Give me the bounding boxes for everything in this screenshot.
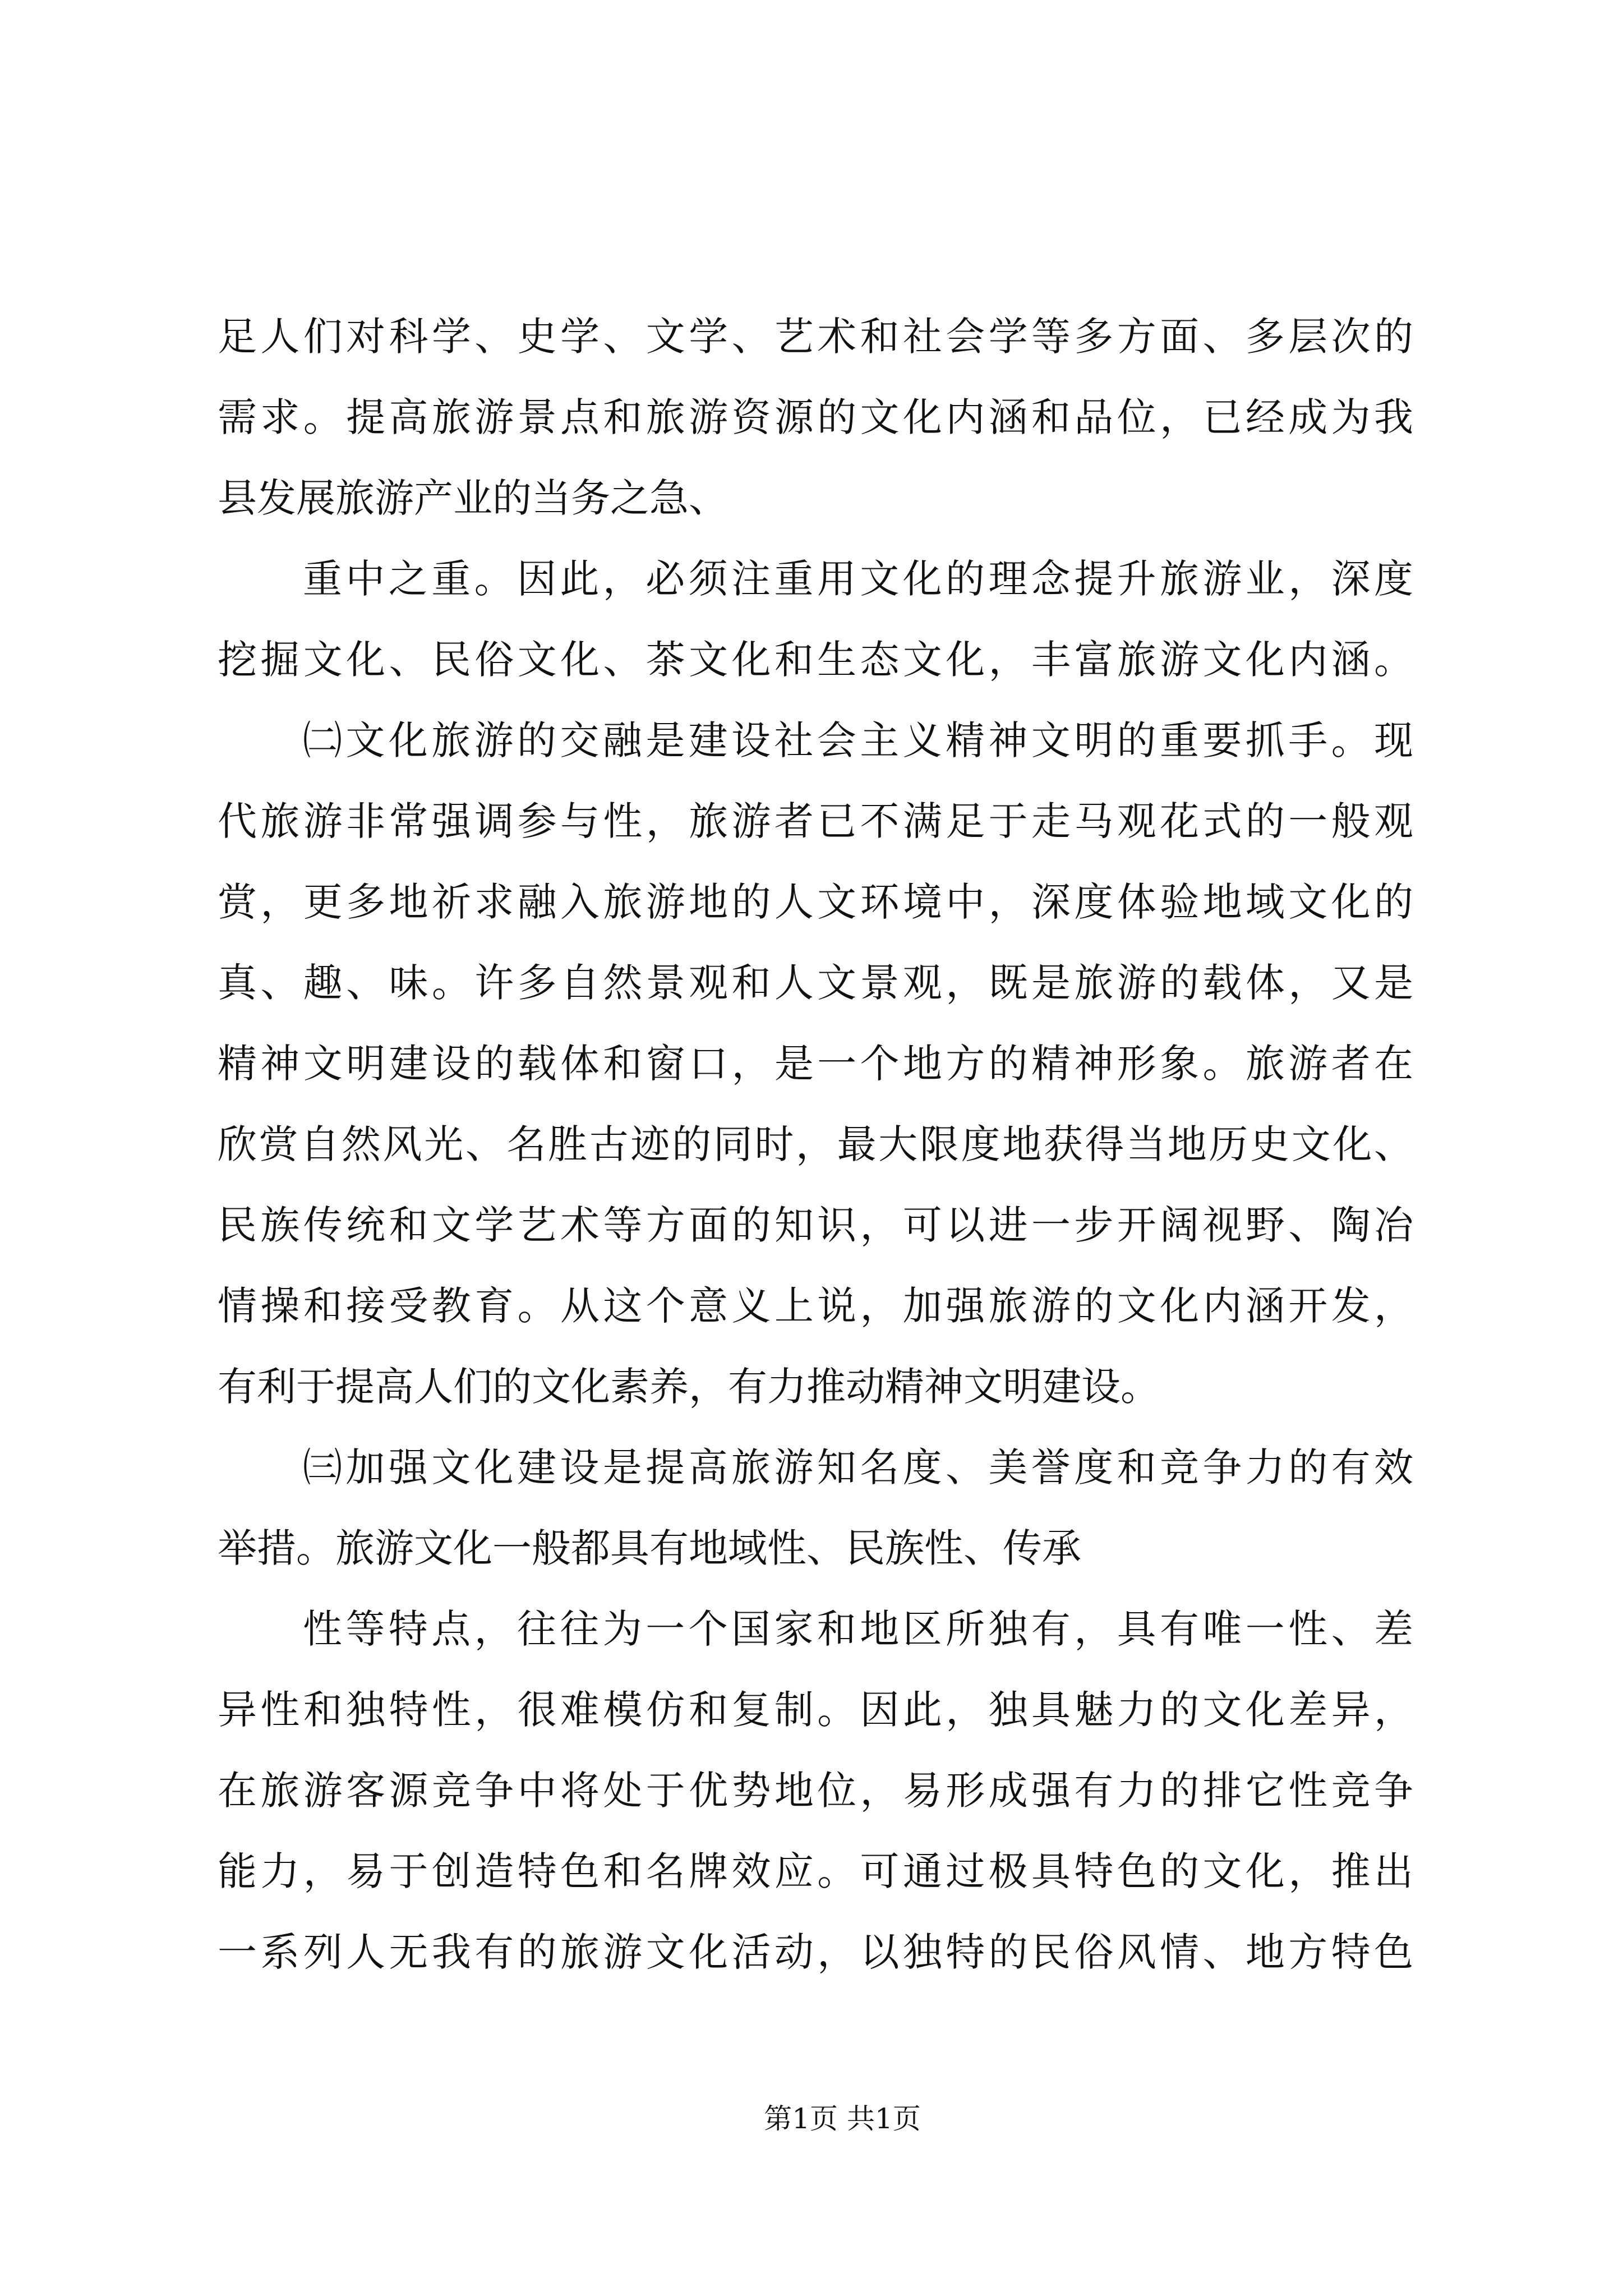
text-line: 足人们对科学、史学、文学、艺术和社会学等多方面、多层次的 — [218, 314, 1413, 360]
text-line: 重中之重。因此，必须注重用文化的理念提升旅游业，深度 — [303, 556, 1413, 602]
text-line: 代旅游非常强调参与性，旅游者已不满足于走马观花式的一般观 — [218, 798, 1413, 844]
text-line: 有利于提高人们的文化素养，有力推动精神文明建设。 — [218, 1364, 1160, 1410]
text-line: 性等特点，往往为一个国家和地区所独有，具有唯一性、差 — [303, 1606, 1413, 1652]
text-line: 在旅游客源竞争中将处于优势地位，易形成强有力的排它性竞争 — [218, 1768, 1413, 1814]
text-line: 能力，易于创造特色和名牌效应。可通过极具特色的文化，推出 — [218, 1848, 1413, 1894]
text-line: 欣赏自然风光、名胜古迹的同时，最大限度地获得当地历史文化、 — [218, 1121, 1413, 1167]
text-line: 举措。旅游文化一般都具有地域性、民族性、传承 — [218, 1525, 1081, 1571]
text-line: 赏，更多地祈求融入旅游地的人文环境中，深度体验地域文化的 — [218, 879, 1413, 925]
body-text — [218, 296, 1413, 1993]
text-line: 县发展旅游产业的当务之急、 — [218, 475, 728, 521]
text-line: 民族传统和文学艺术等方面的知识，可以进一步开阔视野、陶冶 — [218, 1202, 1413, 1248]
text-line: 挖掘文化、民俗文化、茶文化和生态文化，丰富旅游文化内涵。 — [218, 637, 1413, 683]
text-line: 异性和独特性，很难模仿和复制。因此，独具魅力的文化差异， — [218, 1687, 1413, 1733]
text-line: 一系列人无我有的旅游文化活动，以独特的民俗风情、地方特色 — [218, 1929, 1413, 1975]
text-line: 真、趣、味。许多自然景观和人文景观，既是旅游的载体，又是 — [218, 960, 1413, 1006]
page-footer: 第1页 共1页 — [764, 2102, 921, 2135]
text-line: ㈡文化旅游的交融是建设社会主义精神文明的重要抓手。现 — [303, 717, 1413, 763]
text-line: 需求。提高旅游景点和旅游资源的文化内涵和品位，已经成为我 — [218, 394, 1413, 440]
text-line: 精神文明建设的载体和窗口，是一个地方的精神形象。旅游者在 — [218, 1041, 1413, 1087]
text-line: ㈢加强文化建设是提高旅游知名度、美誉度和竞争力的有效 — [303, 1444, 1413, 1490]
text-line: 情操和接受教育。从这个意义上说，加强旅游的文化内涵开发， — [218, 1283, 1413, 1329]
